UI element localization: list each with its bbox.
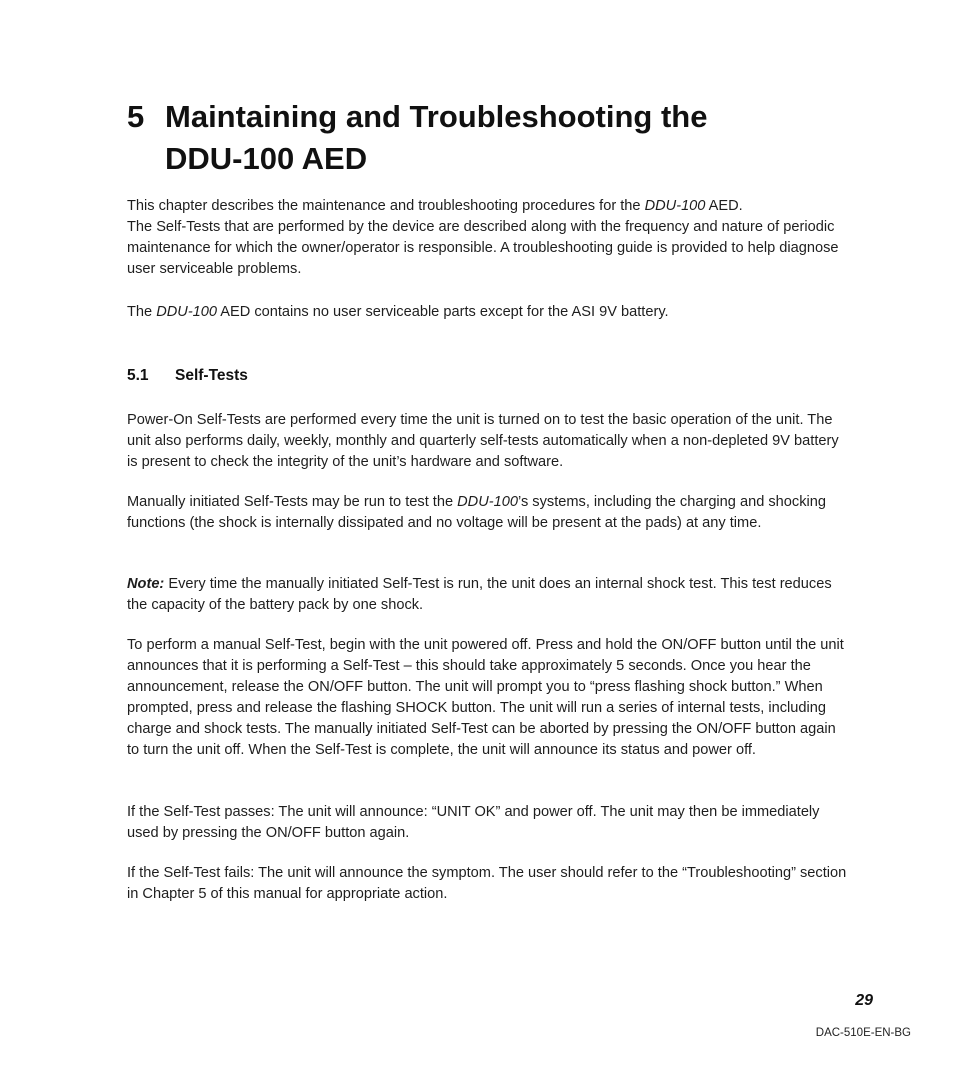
product-name: DDU-100	[156, 304, 218, 320]
document-code: DAC-510E-EN-BG	[815, 1027, 911, 1039]
section-number: 5.1	[127, 367, 149, 384]
chapter-title-line2: DDU-100 AED	[165, 141, 368, 176]
chapter-title-line1: Maintaining and Troubleshooting the	[165, 99, 708, 134]
intro-p1-text-a: This chapter describes the maintenance and troubleshooting procedures for the	[127, 198, 645, 214]
page-number: 29	[855, 992, 873, 1009]
chapter-title	[127, 96, 887, 180]
self-test-p2-text-a: Manually initiated Self-Tests may be run to test the	[127, 494, 458, 510]
self-test-paragraph-4: If the Self-Test passes: The unit will announce: “UNIT OK” and power off. The unit may then be immediately used by pressing the ON/OFF button again.	[127, 804, 820, 841]
intro-paragraph-2	[127, 302, 847, 323]
product-name: DDU-100	[457, 494, 518, 510]
intro-paragraph-1	[127, 196, 847, 280]
self-test-p2-text-b: ’s systems, including the charging and shocking functions (the shock is internally dissipated and no voltage will be present at the pads) at any time.	[127, 494, 826, 531]
intro-p1-text-c: The Self-Tests that are performed by the device are described along with the frequency and nature of periodic maintenance for which the owner/operator is responsible. A troubleshooting guide is provided to help diagnose user serviceable problems.	[127, 219, 839, 277]
self-test-paragraph-1: Power-On Self-Tests are performed every time the unit is turned on to test the basic operation of the unit. The unit also performs daily, weekly, monthly and quarterly self-tests automatically when a non-depleted 9V battery is present to check the integrity of the unit’s hardware and software.	[127, 412, 839, 470]
section-title: Self-Tests	[175, 367, 248, 384]
intro-p1-text-b: AED.	[705, 198, 743, 214]
chapter-number: 5	[127, 99, 145, 134]
self-test-paragraph-5: If the Self-Test fails: The unit will announce the symptom. The user should refer to the “Troubleshooting” section in Chapter 5 of this manual for appropriate action.	[127, 865, 847, 902]
intro-p2-text-b: AED contains no user serviceable parts except for the ASI 9V battery.	[217, 304, 669, 320]
self-test-paragraph-3: To perform a manual Self-Test, begin with the unit powered off. Press and hold the ON/OFF button until the unit announces that it is performing a Self-Test – this should take approximately 5 seconds. Once you hear the announcement, release the ON/OFF button. The unit will prompt you to “press flashing shock button.” When prompted, press and release the flashing SHOCK button. The unit will run a series of internal tests, including charge and shock tests. The manually initiated Self-Test can be aborted by pressing the ON/OFF button again to turn the unit off. When the Self-Test is complete, the unit will announce its status and power off.	[127, 637, 844, 758]
note-text: Every time the manually initiated Self-Test is run, the unit does an internal shock test. This test reduces the capacity of the battery pack by one shock.	[127, 576, 832, 613]
product-name: DDU-100	[644, 198, 706, 214]
self-test-paragraph-2	[127, 492, 847, 534]
note-paragraph	[127, 574, 847, 616]
intro-p2-text-a: The	[127, 304, 157, 320]
note-label: Note:	[127, 576, 165, 592]
section-heading	[127, 365, 248, 386]
